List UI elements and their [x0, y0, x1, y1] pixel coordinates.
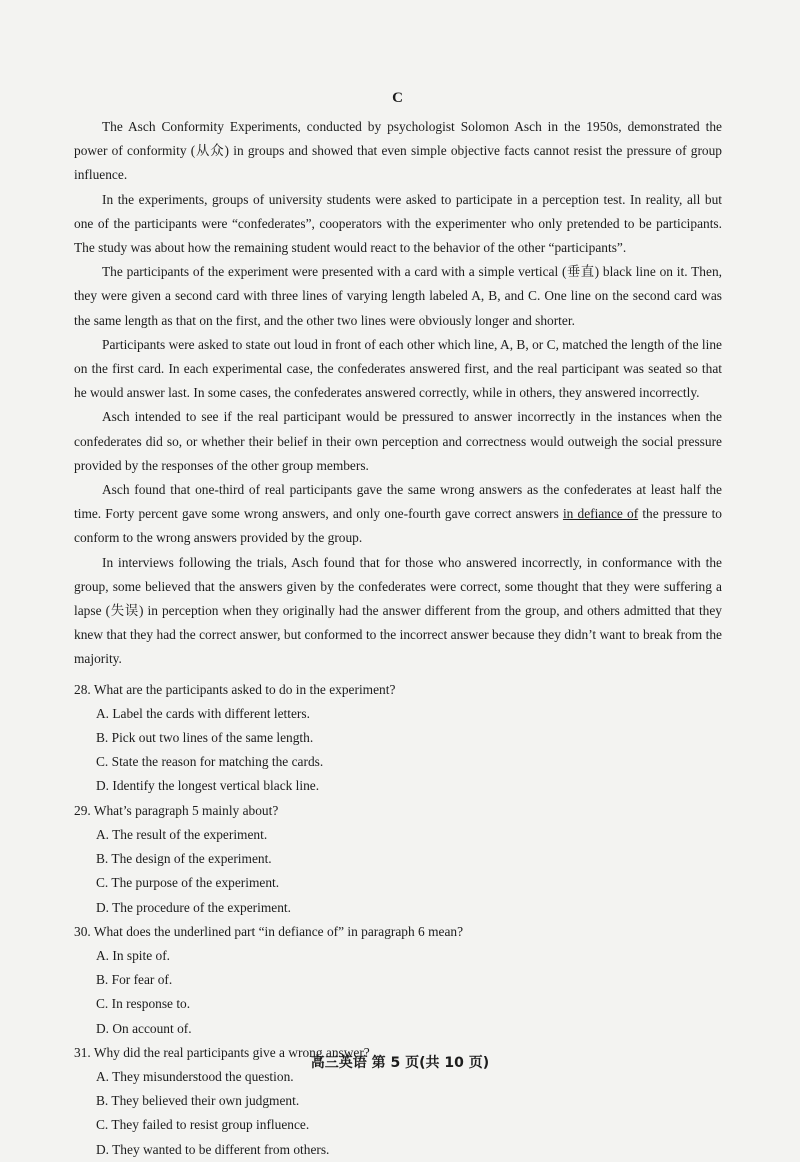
section-letter: C [392, 90, 404, 106]
answer-option: A. They misunderstood the question. [96, 1068, 294, 1084]
passage-paragraph [74, 115, 722, 188]
answer-option: D. They wanted to be different from others. [96, 1141, 330, 1157]
passage-paragraph [74, 551, 722, 672]
answer-option: C. In response to. [96, 996, 191, 1012]
paragraph-text: the pressure to conform to the wrong answers provided by the group. [74, 506, 723, 546]
answer-options [74, 702, 722, 799]
page-footer: 高三英语 第 5 页(共 10 页) [310, 1055, 490, 1071]
passage-paragraph [74, 333, 722, 406]
question-stem: 29. What’s paragraph 5 mainly about? [74, 802, 279, 818]
answer-option: C. State the reason for matching the cards. [96, 754, 324, 770]
paragraph-text: In the experiments, groups of university students were asked to participate in a perception test. In reality, all but one of the participants were “confederates”, cooperators with the experimenter who only pretended to be participants. The study was about how the remaining student would react to the behavior of the other “participants”. [74, 191, 722, 256]
question-list [74, 678, 722, 1162]
passage-paragraph [74, 260, 722, 333]
underlined-phrase: in defiance of [562, 506, 639, 522]
answer-option: B. For fear of. [96, 972, 173, 988]
paragraph-text: In interviews following the trials, Asch found that for those who answered incorrectly, in conformance with the group, some believed that the answers given by the confederates were correct, some thought that they were suffering a lapse (失误) in perception when they originally had the answer different from the group, and others admitted that they knew that they had the correct answer, but conformed to the incorrect answer because they didn’t want to break from the majority. [74, 554, 722, 667]
paragraph-text: The Asch Conformity Experiments, conducted by psychologist Solomon Asch in the 1950s, demonstrated the power of conformity (从众) in groups and showed that even simple objective facts cannot resist the pressure of group influence. [74, 119, 722, 183]
question-stem: 28. What are the participants asked to do in the experiment? [74, 681, 396, 697]
answer-option: A. The result of the experiment. [96, 826, 268, 842]
reading-passage [74, 115, 722, 672]
passage-paragraph [74, 405, 722, 478]
answer-option: A. Label the cards with different letters. [96, 705, 310, 721]
answer-option: A. In spite of. [96, 947, 171, 963]
question-item [74, 678, 722, 799]
answer-options [74, 823, 722, 920]
answer-option: D. The procedure of the experiment. [96, 899, 291, 915]
answer-option: B. They believed their own judgment. [96, 1093, 300, 1109]
answer-option: B. The design of the experiment. [96, 851, 272, 867]
answer-option: B. Pick out two lines of the same length. [96, 730, 314, 746]
passage-paragraph [74, 478, 722, 551]
exam-page [74, 90, 722, 1162]
question-item [74, 799, 722, 920]
question-item [74, 920, 722, 1041]
paragraph-text: Asch intended to see if the real participant would be pressured to answer incorrectly in the instances when the confederates did so, or whether their belief in their own perception and correctness would outweigh the social pressure provided by the responses of the other group members. [74, 409, 722, 473]
paragraph-text: Asch found that one-third of real participants gave the same wrong answers as the confederates at least half the time. Forty percent gave some wrong answers, and only one-fourth gave correct answers [74, 482, 722, 522]
paragraph-text: The participants of the experiment were presented with a card with a simple vertical (垂直) black line on it. Then, they were given a second card with three lines of varying length labeled A, B, and C. One line on the second card was the same length as that on the first, and the other two lines were obviously longer and shorter. [74, 264, 722, 328]
answer-option: C. The purpose of the experiment. [96, 875, 280, 891]
passage-paragraph [74, 188, 722, 261]
answer-options [74, 944, 722, 1041]
answer-options [74, 1065, 722, 1162]
question-stem: 31. Why did the real participants give a wrong answer? [74, 1044, 370, 1060]
answer-option: D. On account of. [96, 1020, 192, 1036]
answer-option: C. They failed to resist group influence. [96, 1117, 310, 1133]
question-stem: 30. What does the underlined part “in defiance of” in paragraph 6 mean? [74, 923, 464, 939]
answer-option: D. Identify the longest vertical black line. [96, 778, 320, 794]
paragraph-text: Participants were asked to state out loud in front of each other which line, A, B, or C, matched the length of the line on the first card. In each experimental case, the confederates answered first, and the real participant was seated so that he would answer last. In some cases, the confederates answered correctly, while in others, they answered incorrectly. [74, 336, 722, 401]
